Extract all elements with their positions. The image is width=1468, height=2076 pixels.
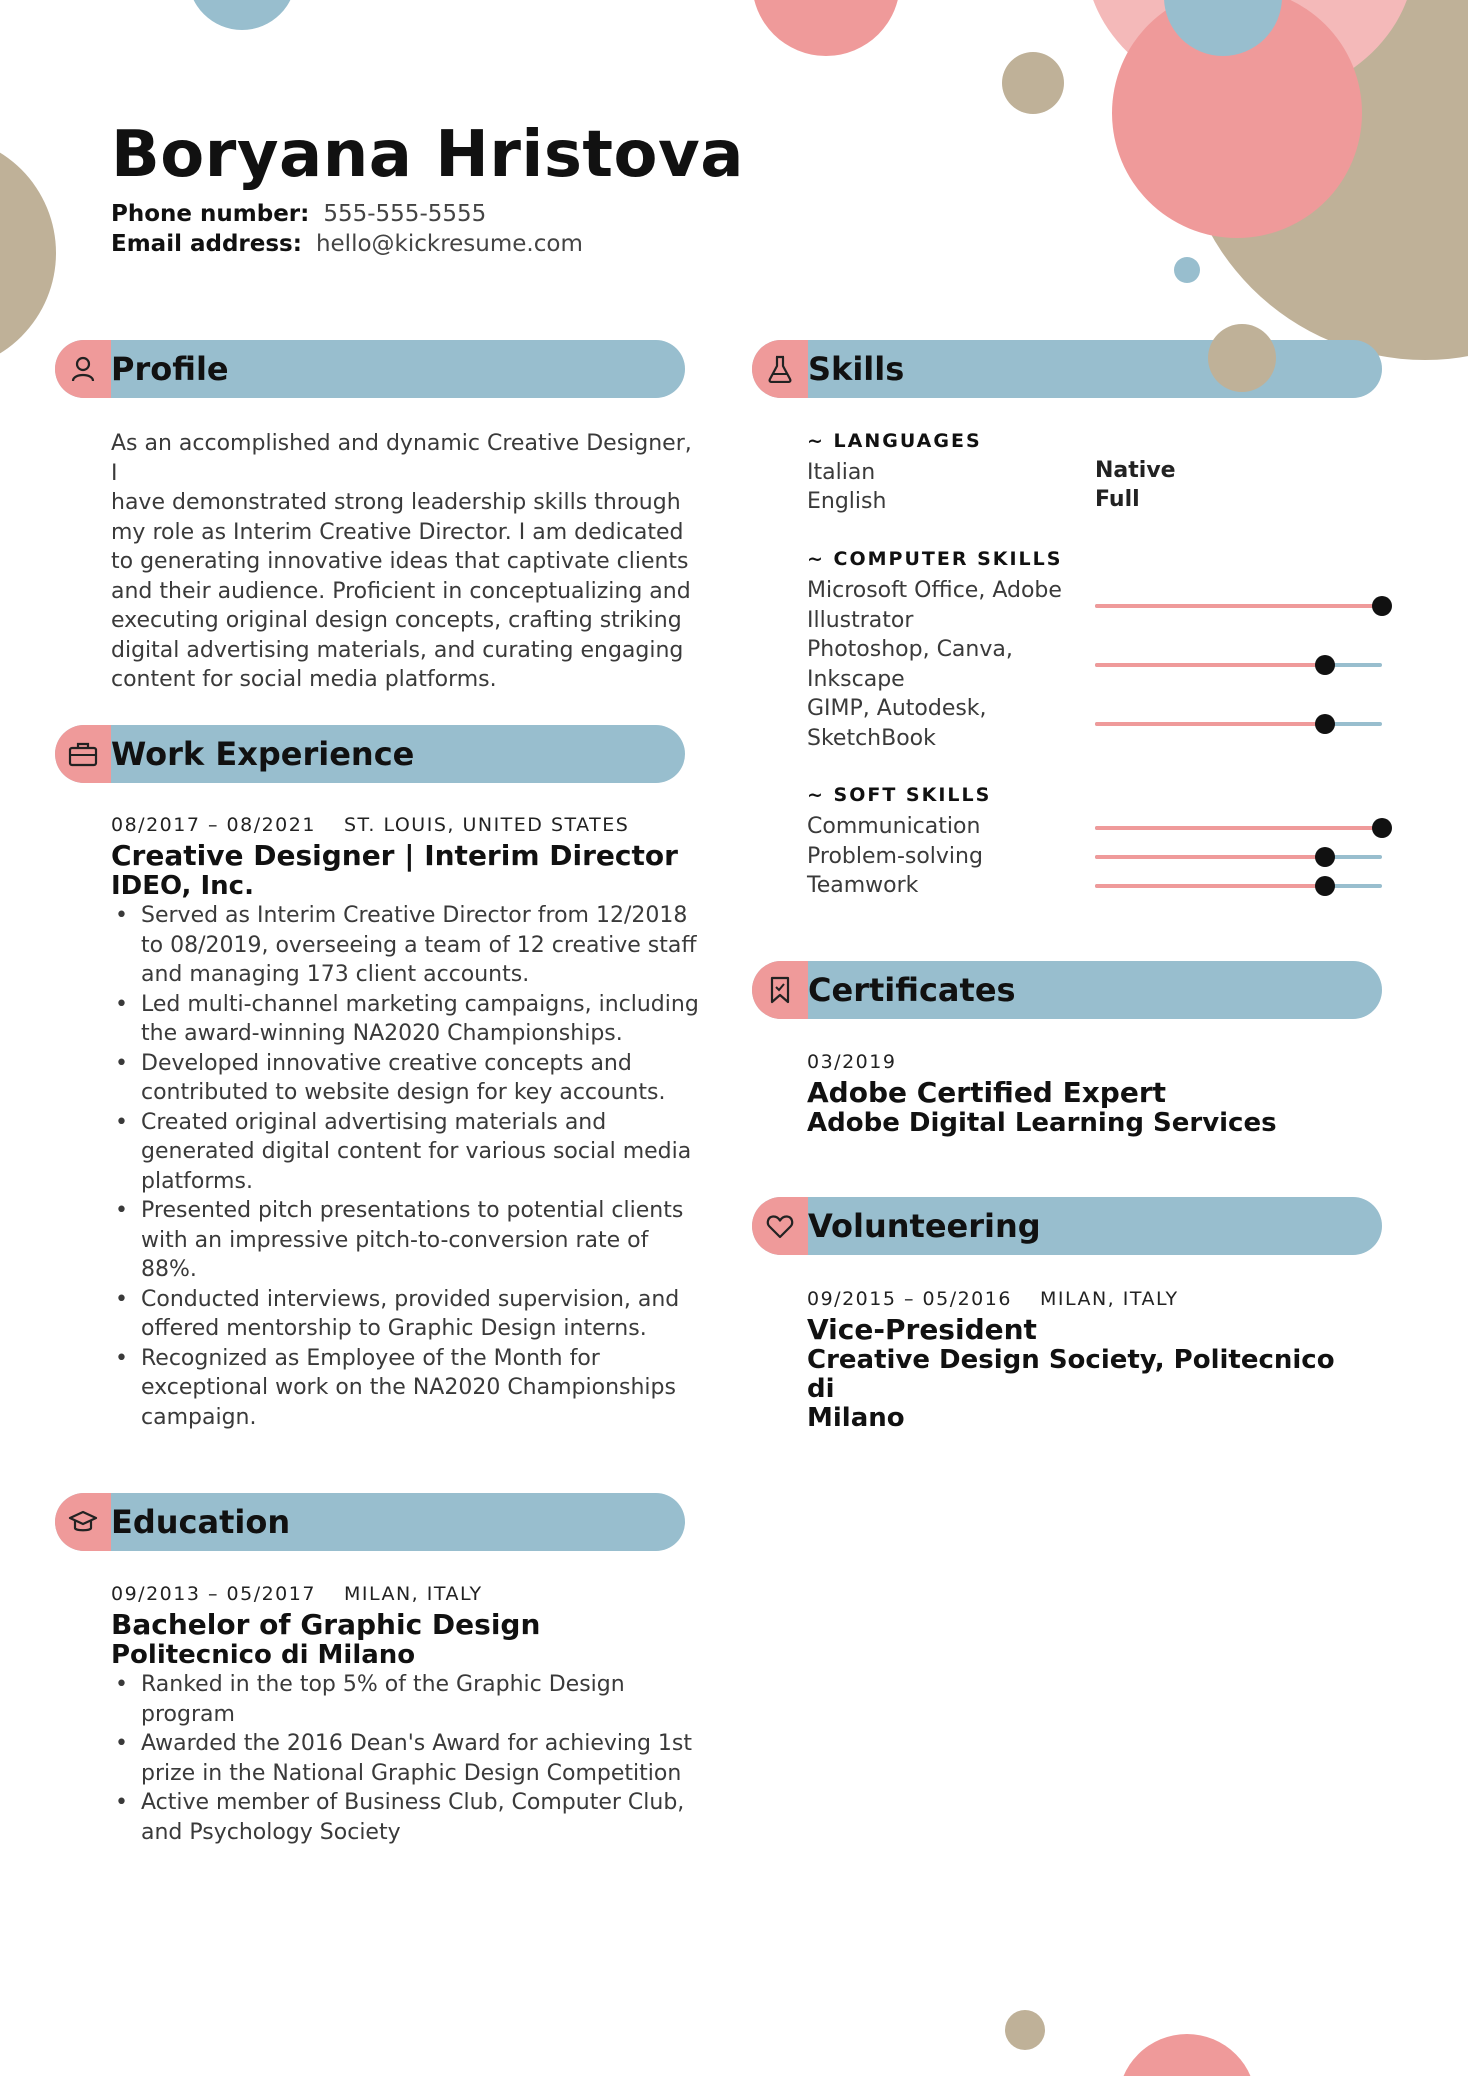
work-location: ST. LOUIS, UNITED STATES bbox=[343, 814, 630, 836]
certificate-issuer: Adobe Digital Learning Services bbox=[807, 1108, 1277, 1138]
work-meta bbox=[111, 814, 629, 836]
list-item: • Awarded the 2016 Dean's Award for achieving 1st prize in the National Graphic Design Competition bbox=[111, 1729, 701, 1788]
list-item: • Led multi-channel marketing campaigns, including the award-winning NA2020 Championships. bbox=[111, 990, 701, 1049]
volunteering-dates: 09/2015 – 05/2016 bbox=[807, 1288, 1012, 1310]
list-item: • Active member of Business Club, Computer Club, and Psychology Society bbox=[111, 1788, 701, 1847]
education-section-header bbox=[55, 1493, 685, 1551]
list-item: • Ranked in the top 5% of the Graphic Design program bbox=[111, 1670, 701, 1729]
skill-label: Communication bbox=[807, 814, 981, 839]
volunteering-section-header bbox=[752, 1197, 1382, 1255]
work-title: Work Experience bbox=[111, 735, 415, 773]
education-school: Politecnico di Milano bbox=[111, 1640, 416, 1670]
list-item: • Conducted interviews, provided supervision, and offered mentorship to Graphic Design interns. bbox=[111, 1285, 701, 1344]
decor-circle bbox=[1118, 2034, 1256, 2076]
skill-level-knob bbox=[1315, 847, 1335, 867]
skill-bar bbox=[1095, 855, 1382, 859]
email-value: hello@kickresume.com bbox=[315, 231, 583, 257]
skills-title: Skills bbox=[808, 350, 905, 388]
skill-level-knob bbox=[1372, 596, 1392, 616]
work-dates: 08/2017 – 08/2021 bbox=[111, 814, 316, 836]
email-label: Email address: bbox=[111, 231, 302, 257]
skill-bar bbox=[1095, 722, 1382, 726]
profile-title: Profile bbox=[111, 350, 229, 388]
list-item: • Created original advertising materials and generated digital content for various social media platforms. bbox=[111, 1108, 701, 1197]
work-section-header bbox=[55, 725, 685, 783]
education-location: MILAN, ITALY bbox=[343, 1583, 483, 1605]
list-item: • Developed innovative creative concepts and contributed to website design for key accounts. bbox=[111, 1049, 701, 1108]
skill-bar bbox=[1095, 604, 1382, 608]
decor-circle bbox=[188, 0, 296, 30]
skill-label: Teamwork bbox=[807, 873, 919, 898]
skill-level-knob bbox=[1315, 655, 1335, 675]
skill-bar bbox=[1095, 884, 1382, 888]
skill-level-knob bbox=[1372, 818, 1392, 838]
briefcase-icon bbox=[55, 725, 111, 783]
language-level: Native bbox=[1095, 458, 1176, 483]
volunteering-title: Volunteering bbox=[808, 1207, 1041, 1245]
volunteering-role: Vice-President bbox=[807, 1313, 1037, 1346]
skill-label: GIMP, Autodesk, SketchBook bbox=[807, 696, 987, 751]
decor-circle bbox=[752, 0, 900, 56]
phone-row bbox=[111, 201, 486, 227]
email-row bbox=[111, 231, 583, 257]
education-title: Education bbox=[111, 1503, 291, 1541]
profile-section-header bbox=[55, 340, 685, 398]
education-meta bbox=[111, 1583, 483, 1605]
education-dates: 09/2013 – 05/2017 bbox=[111, 1583, 316, 1605]
education-bullets bbox=[111, 1670, 701, 1847]
volunteering-meta bbox=[807, 1288, 1179, 1310]
decor-circle bbox=[1005, 2010, 1045, 2050]
language-name: English bbox=[807, 489, 887, 514]
skill-label: Microsoft Office, Adobe Illustrator bbox=[807, 578, 1062, 633]
skills-section-header bbox=[752, 340, 1382, 398]
work-bullets bbox=[111, 901, 701, 1432]
skill-bar bbox=[1095, 663, 1382, 667]
certificates-title: Certificates bbox=[808, 971, 1016, 1009]
decor-circle bbox=[1002, 52, 1064, 114]
phone-value: 555-555-5555 bbox=[323, 201, 487, 227]
skill-level-knob bbox=[1315, 714, 1335, 734]
profile-text: As an accomplished and dynamic Creative Designer, I have demonstrated strong leadership skills through my role as Interim Creative Director. I am dedicated to generating innovative ideas that captivate clients and their audience. Proficient in conceptualizing and executing original design concepts, crafting striking digital advertising materials, and curating engaging content for social media platforms. bbox=[111, 431, 692, 692]
decor-circle bbox=[1208, 324, 1276, 392]
skill-label: Photoshop, Canva, Inkscape bbox=[807, 637, 1013, 692]
language-name: Italian bbox=[807, 460, 876, 485]
work-role: Creative Designer | Interim Director bbox=[111, 839, 678, 872]
work-company: IDEO, Inc. bbox=[111, 871, 254, 901]
language-level: Full bbox=[1095, 487, 1140, 512]
languages-heading: ~ LANGUAGES bbox=[807, 430, 982, 452]
volunteering-location: MILAN, ITALY bbox=[1039, 1288, 1179, 1310]
decor-circle bbox=[0, 135, 56, 371]
decor-circle bbox=[1174, 257, 1200, 283]
applicant-name: Boryana Hristova bbox=[111, 118, 744, 192]
person-icon bbox=[55, 340, 111, 398]
heart-icon bbox=[752, 1197, 808, 1255]
graduation-cap-icon bbox=[55, 1493, 111, 1551]
phone-label: Phone number: bbox=[111, 201, 310, 227]
list-item: • Recognized as Employee of the Month for exceptional work on the NA2020 Championships campaign. bbox=[111, 1344, 701, 1433]
volunteering-org: Creative Design Society, Politecnico di Milano bbox=[807, 1345, 1335, 1433]
skill-label: Problem-solving bbox=[807, 844, 983, 869]
soft-skills-heading: ~ SOFT SKILLS bbox=[807, 784, 992, 806]
bookmark-icon bbox=[752, 961, 808, 1019]
skill-level-knob bbox=[1315, 876, 1335, 896]
flask-icon bbox=[752, 340, 808, 398]
computer-skills-heading: ~ COMPUTER SKILLS bbox=[807, 548, 1063, 570]
list-item: • Served as Interim Creative Director from 12/2018 to 08/2019, overseeing a team of 12 creative staff and managing 173 client accounts. bbox=[111, 901, 701, 990]
certificate-name: Adobe Certified Expert bbox=[807, 1076, 1167, 1109]
certificate-date: 03/2019 bbox=[807, 1051, 897, 1073]
list-item: • Presented pitch presentations to potential clients with an impressive pitch-to-conversion rate of 88%. bbox=[111, 1196, 701, 1285]
education-degree: Bachelor of Graphic Design bbox=[111, 1608, 541, 1641]
certificates-section-header bbox=[752, 961, 1382, 1019]
skill-bar bbox=[1095, 826, 1382, 830]
